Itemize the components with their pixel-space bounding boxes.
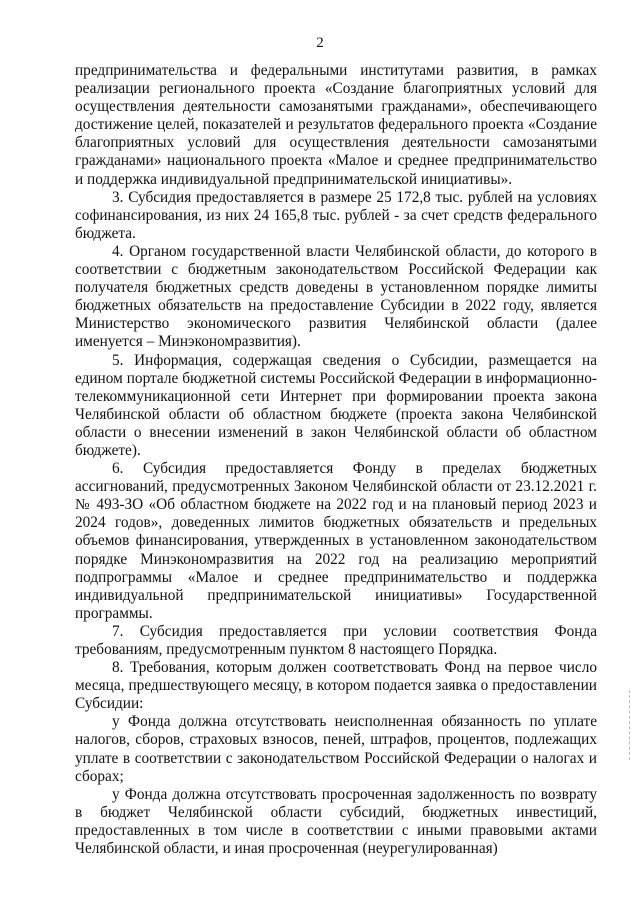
document-body bbox=[75, 62, 597, 858]
paragraph-item-4: 4. Органом государственной власти Челябинской области, до которого в соответствии с бюджетным законодательством Российской Федерации как получателя бюджетных средств доведены в установленном порядке лимиты бюджетных обязательств на предоставление Субсидии в 2022 году, является Министерство экономического развития Челябинской области (далее именуется – Минэкономразвития). bbox=[75, 242, 597, 351]
paragraph-item-3: 3. Субсидия предоставляется в размере 25 172,8 тыс. рублей на условиях софинансирования, из них 24 165,8 тыс. рублей - за счет средств федерального бюджета. bbox=[75, 188, 597, 242]
paragraph-requirement-taxes: у Фонда должна отсутствовать неисполненная обязанность по уплате налогов, сборов, страховых взносов, пеней, штрафов, процентов, подлежащих уплате в соответствии с законодательством Российской Федерации о налогах и сборах; bbox=[75, 713, 597, 785]
paragraph-item-7: 7. Субсидия предоставляется при условии соответствия Фонда требованиям, предусмотренным пунктом 8 настоящего Порядка. bbox=[75, 622, 597, 658]
paragraph-continuation: предпринимательства и федеральными институтами развития, в рамках реализации регионального проекта «Создание благоприятных условий для осуществления деятельности самозанятыми гражданами», обеспечивающего достижение целей, показателей и результатов федерального проекта «Создание благоприятных условий для осуществления деятельности самозанятыми гражданами» национального проекта «Малое и среднее предпринимательство и поддержка индивидуальной предпринимательской инициативы». bbox=[75, 62, 597, 188]
scan-margin-mark bbox=[629, 690, 631, 760]
paragraph-requirement-debt: у Фонда должна отсутствовать просроченная задолженность по возврату в бюджет Челябинской области субсидий, бюджетных инвестиций, предоставленных в том числе в соответствии с иными правовыми актами Челябинской области, и иная просроченная (неурегулированная) bbox=[75, 785, 597, 858]
paragraph-item-8: 8. Требования, которым должен соответствовать Фонд на первое число месяца, предшествующего месяцу, в котором подается заявка о предоставлении Субсидии: bbox=[75, 659, 597, 713]
paragraph-item-6: 6. Субсидия предоставляется Фонду в пределах бюджетных ассигнований, предусмотренных Законом Челябинской области от 23.12.2021 г. № 493-ЗО «Об областном бюджете на 2022 год и на плановый период 2023 и 2024 годов», доведенных лимитов бюджетных обязательств и предельных объемов финансирования, утвержденных в установленном законодательством порядке Минэкономразвития на 2022 год на реализацию мероприятий подпрограммы «Малое и среднее предпринимательство и поддержка индивидуальной предпринимательской инициативы» Государственной программы. bbox=[75, 460, 597, 622]
page-number: 2 bbox=[316, 35, 324, 51]
paragraph-item-5: 5. Информация, содержащая сведения о Субсидии, размещается на едином портале бюджетной системы Российской Федерации в информационно-телекоммуникационной сети Интернет при формировании проекта закона Челябинской области об областном бюджете (проекта закона Челябинской области о внесении изменений в закон Челябинской области об областном бюджете). bbox=[75, 351, 597, 459]
